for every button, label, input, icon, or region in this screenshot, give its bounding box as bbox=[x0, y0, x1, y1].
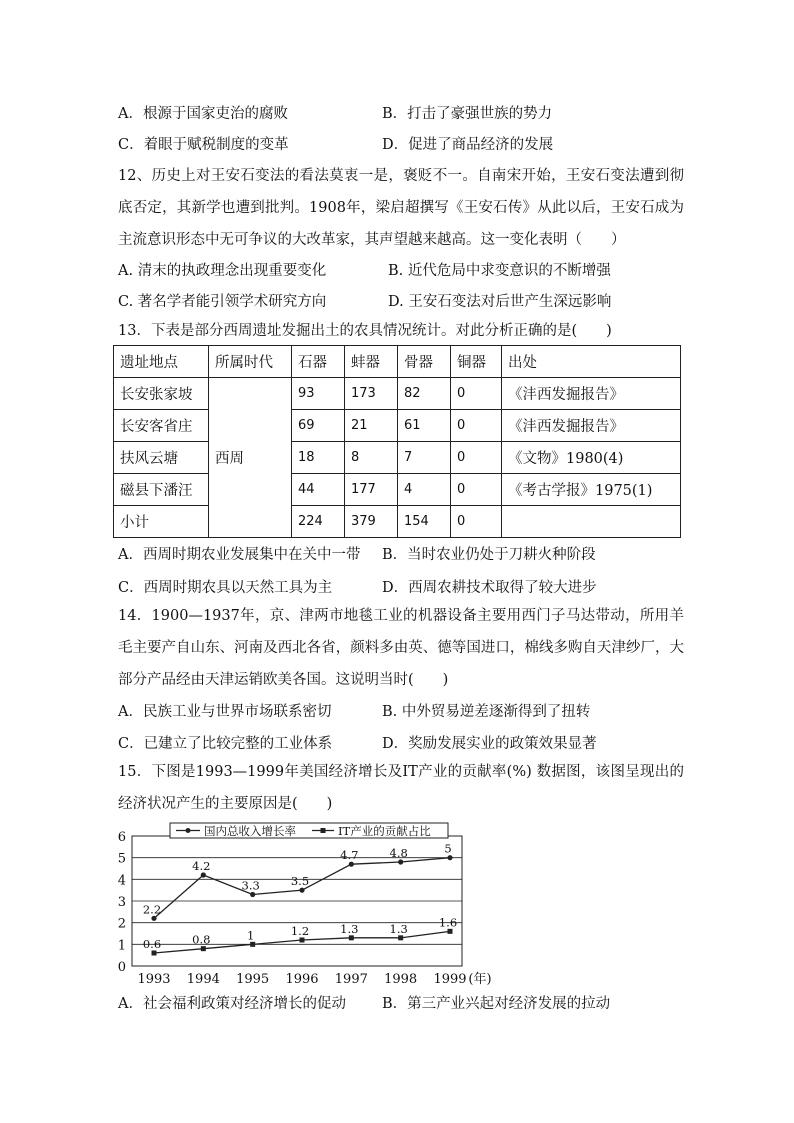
site-cell: 小计 bbox=[114, 506, 209, 538]
table-row bbox=[114, 442, 681, 474]
data-point bbox=[398, 859, 403, 864]
data-point bbox=[447, 855, 452, 860]
data-point bbox=[152, 951, 157, 956]
q14-option-b: B. 中外贸易逆差逐渐得到了扭转 bbox=[382, 704, 591, 720]
x-tick-label: 1998 bbox=[384, 972, 418, 987]
data-point bbox=[349, 862, 354, 867]
source-cell bbox=[502, 506, 681, 538]
y-tick-label: 0 bbox=[117, 960, 126, 975]
legend-marker-gdp bbox=[186, 828, 191, 833]
y-tick-label: 5 bbox=[117, 851, 126, 867]
shell-cell: 173 bbox=[345, 378, 398, 410]
q12-option-b: B. 近代危局中求变意识的不断增强 bbox=[388, 263, 611, 279]
data-label: 1.2 bbox=[290, 924, 310, 938]
data-label: 4.8 bbox=[389, 846, 408, 860]
header-cell: 出处 bbox=[502, 346, 681, 378]
data-label: 0.6 bbox=[142, 937, 162, 951]
y-tick-label: 2 bbox=[117, 916, 126, 932]
q11-option-b: B．打击了豪强世族的势力 bbox=[382, 106, 553, 122]
bronze-cell: 0 bbox=[451, 506, 502, 538]
q15-stem: 15．下图是1993—1999年美国经济增长及IT产业的贡献率(%) 数据图，该图呈现出的经济状况产生的主要原因是( ) bbox=[118, 764, 684, 812]
site-cell: 扶风云塘 bbox=[114, 442, 209, 474]
data-label: 3.5 bbox=[290, 874, 310, 889]
header-cell: 遗址地点 bbox=[114, 346, 209, 378]
data-point bbox=[448, 929, 453, 934]
bone-cell: 154 bbox=[398, 506, 451, 538]
q11-option-d: D．促进了商品经济的发展 bbox=[382, 137, 554, 153]
y-tick-label: 4 bbox=[117, 873, 126, 889]
data-point bbox=[349, 935, 354, 940]
q13-option-d: D．西周农耕技术取得了较大进步 bbox=[382, 580, 597, 596]
bone-cell: 82 bbox=[398, 378, 451, 410]
gdp-it-line-chart bbox=[112, 820, 492, 990]
table-row bbox=[114, 474, 681, 506]
q13-stem: 13．下表是部分西周遗址发掘出土的农具情况统计。对此分析正确的是( ) bbox=[118, 323, 612, 339]
source-cell: 《文物》1980(4) bbox=[502, 442, 681, 474]
shell-cell: 177 bbox=[345, 474, 398, 506]
header-cell: 骨器 bbox=[398, 346, 451, 378]
q14-stem: 14．1900—1937年，京、津两市地毯工业的机器设备主要用西门子马达带动，所用羊毛主要产自山东、河南及西北各省，颜料多由英、德等国进口，棉线多购自天津纱厂，大部分产品经由天津运销欧美各国。这说明当时( ) bbox=[118, 608, 684, 688]
legend-label-it: IT产业的贡献占比 bbox=[338, 824, 431, 838]
artifact-table bbox=[113, 345, 681, 538]
era-cell: 西周 bbox=[209, 378, 292, 538]
data-point bbox=[151, 916, 156, 921]
source-cell: 《沣西发掘报告》 bbox=[502, 410, 681, 442]
q15-option-b: B．第三产业兴起对经济发展的拉动 bbox=[382, 996, 611, 1012]
data-point bbox=[398, 935, 403, 940]
shell-cell: 379 bbox=[345, 506, 398, 538]
stone-cell: 93 bbox=[292, 378, 345, 410]
data-point bbox=[299, 888, 304, 893]
stone-cell: 69 bbox=[292, 410, 345, 442]
shell-cell: 8 bbox=[345, 442, 398, 474]
legend-label-gdp: 国内总收入增长率 bbox=[204, 824, 296, 838]
q14-option-a: A．民族工业与世界市场联系密切 bbox=[118, 704, 332, 720]
q13-option-a: A．西周时期农业发展集中在关中一带 bbox=[118, 547, 361, 563]
data-label: 4.2 bbox=[192, 859, 211, 873]
q13-option-b: B．当时农业仍处于刀耕火种阶段 bbox=[382, 547, 596, 563]
y-tick-label: 6 bbox=[117, 830, 126, 845]
q15-option-a: A．社会福利政策对经济增长的促动 bbox=[118, 996, 346, 1012]
bone-cell: 7 bbox=[398, 442, 451, 474]
q12-option-d: D. 王安石变法对后世产生深远影响 bbox=[388, 294, 612, 310]
q12-stem: 12、历史上对王安石变法的看法莫衷一是，褒贬不一。自南宋开始，王安石变法遭到彻底否定，其新学也遭到批判。1908年，梁启超撰写《王安石传》从此以后，王安石成为主流意识形态中无可争议的大改革家，其声望越来越高。这一变化表明（ ） bbox=[118, 168, 684, 248]
header-cell: 铜器 bbox=[451, 346, 502, 378]
x-tick-label: 1994 bbox=[186, 972, 220, 987]
data-point bbox=[201, 872, 206, 877]
data-label: 4.7 bbox=[340, 848, 359, 863]
x-tick-label: 1995 bbox=[236, 972, 270, 987]
data-point bbox=[300, 938, 305, 943]
data-label: 3.3 bbox=[241, 878, 260, 893]
q12-option-a: A. 清末的执政理念出现重要变化 bbox=[118, 263, 327, 279]
source-cell: 《考古学报》1975(1) bbox=[502, 474, 681, 506]
stone-cell: 18 bbox=[292, 442, 345, 474]
table-row bbox=[114, 378, 681, 410]
q14-option-c: C．已建立了比较完整的工业体系 bbox=[118, 736, 333, 752]
data-label: 5 bbox=[444, 841, 452, 856]
x-axis-unit: (年) bbox=[468, 972, 492, 987]
bronze-cell: 0 bbox=[451, 474, 502, 506]
bronze-cell: 0 bbox=[451, 378, 502, 410]
shell-cell: 21 bbox=[345, 410, 398, 442]
bronze-cell: 0 bbox=[451, 442, 502, 474]
data-label: 1.3 bbox=[340, 921, 359, 936]
x-tick-label: 1996 bbox=[285, 972, 319, 987]
data-point bbox=[250, 942, 255, 947]
x-tick-label: 1999 bbox=[433, 972, 467, 987]
q11-option-a: A．根源于国家吏治的腐败 bbox=[118, 106, 288, 122]
q14-option-d: D．奖励发展实业的政策效果显著 bbox=[382, 736, 597, 752]
table-header-row bbox=[114, 346, 681, 378]
header-cell: 蚌器 bbox=[345, 346, 398, 378]
data-label: 1 bbox=[247, 928, 255, 943]
header-cell: 石器 bbox=[292, 346, 345, 378]
table-row bbox=[114, 410, 681, 442]
header-cell: 所属时代 bbox=[209, 346, 292, 378]
x-tick-label: 1993 bbox=[137, 972, 171, 987]
y-tick-label: 1 bbox=[117, 938, 126, 954]
q11-option-c: C．着眼于赋税制度的变革 bbox=[118, 137, 289, 153]
x-tick-label: 1997 bbox=[334, 972, 368, 987]
site-cell: 磁县下潘汪 bbox=[114, 474, 209, 506]
data-point bbox=[201, 946, 206, 951]
stone-cell: 44 bbox=[292, 474, 345, 506]
site-cell: 长安客省庄 bbox=[114, 410, 209, 442]
source-cell: 《沣西发掘报告》 bbox=[502, 378, 681, 410]
data-label: 0.8 bbox=[192, 932, 211, 947]
bone-cell: 61 bbox=[398, 410, 451, 442]
data-label: 1.3 bbox=[389, 921, 408, 936]
bronze-cell: 0 bbox=[451, 410, 502, 442]
table-row bbox=[114, 506, 681, 538]
data-label: 1.6 bbox=[438, 915, 458, 930]
y-tick-label: 3 bbox=[117, 895, 126, 910]
site-cell: 长安张家坡 bbox=[114, 378, 209, 410]
legend-marker-it bbox=[321, 828, 326, 833]
data-label: 2.2 bbox=[142, 902, 162, 917]
q13-option-c: C．西周时期农具以天然工具为主 bbox=[118, 580, 333, 596]
q12-option-c: C. 著名学者能引领学术研究方向 bbox=[118, 294, 327, 310]
data-point bbox=[250, 892, 255, 897]
stone-cell: 224 bbox=[292, 506, 345, 538]
bone-cell: 4 bbox=[398, 474, 451, 506]
